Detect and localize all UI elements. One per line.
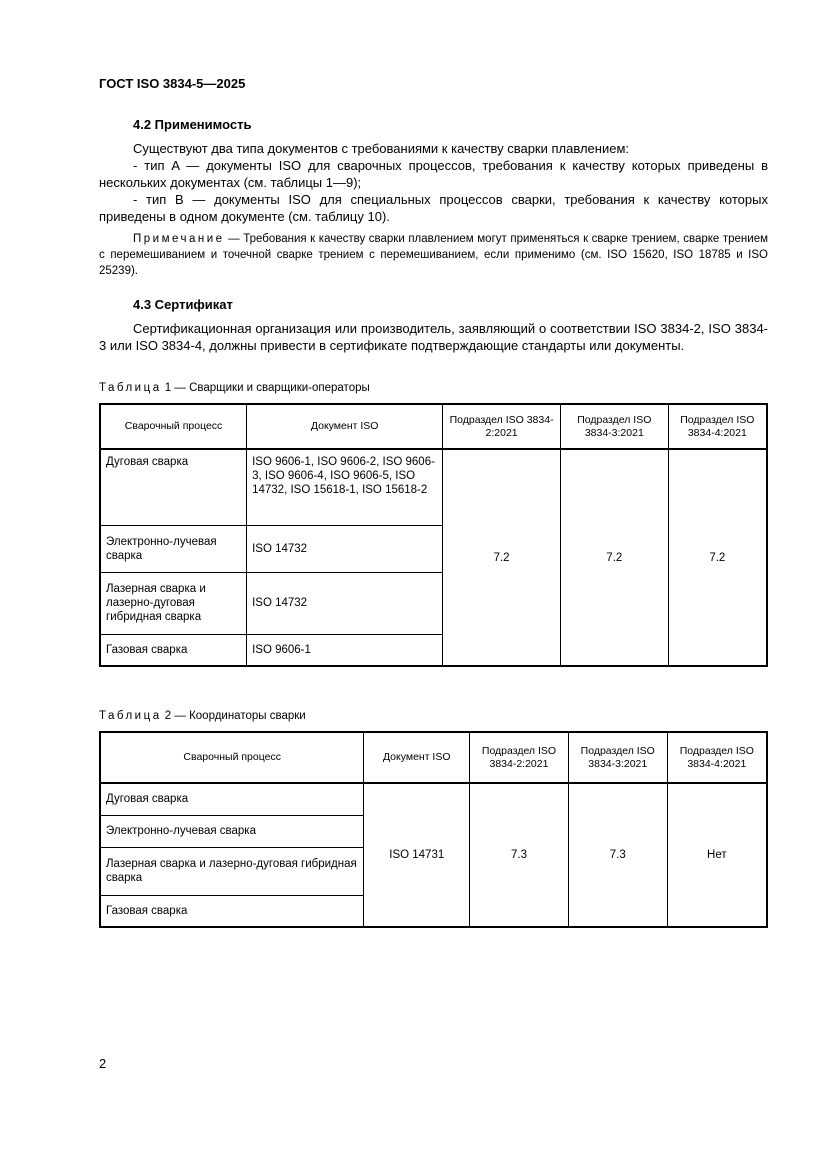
table2-header-process: Сварочный процесс — [100, 732, 364, 783]
table2-header-sub3: Подраздел ISO 3834-3:2021 — [568, 732, 667, 783]
table-1 — [99, 403, 768, 667]
table1-value-sub2: 7.2 — [443, 449, 561, 666]
document-header: ГОСТ ISO 3834-5—2025 — [99, 76, 246, 91]
table1-header-process: Сварочный процесс — [100, 404, 247, 449]
note — [99, 231, 768, 279]
table2-header-sub2: Подраздел ISO 3834-2:2021 — [470, 732, 569, 783]
note-text: — Требования к качеству сварки плавлением могут применяться к сварке трением, сварке трением с перемешиванием и точечной сварке трением с перемешиванием, если применимо (см. ISO 15620, ISO 18785 и ISO 25239). — [99, 233, 768, 277]
table1-caption-text: 1 — Сварщики и сварщики-операторы — [161, 382, 370, 394]
table2-value-sub2: 7.3 — [470, 783, 569, 927]
section-4-2-title: 4.2 Применимость — [133, 117, 252, 132]
table1-caption — [99, 382, 370, 394]
table1-row3-doc: ISO 14732 — [247, 572, 443, 634]
section-4-3-body — [99, 320, 768, 354]
table1-header-sub4: Подраздел ISO 3834-4:2021 — [668, 404, 767, 449]
table1-row4-process: Газовая сварка — [100, 634, 247, 666]
table2-caption-text: 2 — Координаторы сварки — [161, 710, 306, 722]
section-4-2-item-a: - тип A — документы ISO для сварочных процессов, требования к качеству которых приведены в нескольких документах (см. таблицы 1—9); — [99, 158, 768, 190]
section-4-2-item-b: - тип B — документы ISO для специальных процессов сварки, требования к качеству которых приведены в одном документе (см. таблицу 10). — [99, 192, 768, 224]
section-4-2-body — [99, 140, 768, 225]
table2-row1-process: Дуговая сварка — [100, 783, 364, 815]
table1-value-sub4: 7.2 — [668, 449, 767, 666]
table2-value-sub3: 7.3 — [568, 783, 667, 927]
table-2 — [99, 731, 768, 928]
section-4-2-intro: Существуют два типа документов с требованиями к качеству сварки плавлением: — [133, 141, 629, 156]
table1-row1-doc: ISO 9606-1, ISO 9606-2, ISO 9606-3, ISO 9606-4, ISO 9606-5, ISO 14732, ISO 15618-1, ISO 15618-2 — [247, 449, 443, 525]
table1-caption-label: Таблица — [99, 382, 162, 394]
table2-caption-label: Таблица — [99, 710, 162, 722]
table1-row1-process: Дуговая сварка — [100, 449, 247, 525]
note-label: Примечание — [133, 233, 225, 245]
table2-value-sub4: Нет — [667, 783, 767, 927]
table1-header-sub2: Подраздел ISO 3834-2:2021 — [443, 404, 561, 449]
table1-row3-process: Лазерная сварка и лазерно-дуговая гибридная сварка — [100, 572, 247, 634]
table2-header-doc: Документ ISO — [364, 732, 470, 783]
section-4-3-title: 4.3 Сертификат — [133, 297, 233, 312]
section-4-3-text: Сертификационная организация или производитель, заявляющий о соответствии ISO 3834-2, ISO 3834-3 или ISO 3834-4, должны привести в сертификате подтверждающие стандарты или документы. — [99, 321, 768, 353]
table1-value-sub3: 7.2 — [560, 449, 668, 666]
table2-row3-process: Лазерная сварка и лазерно-дуговая гибридная сварка — [100, 847, 364, 895]
table2-caption — [99, 710, 306, 722]
table1-row2-process: Электронно-лучевая сварка — [100, 525, 247, 572]
table1-row2-doc: ISO 14732 — [247, 525, 443, 572]
table2-row2-process: Электронно-лучевая сварка — [100, 815, 364, 847]
table1-row4-doc: ISO 9606-1 — [247, 634, 443, 666]
table2-doc: ISO 14731 — [364, 783, 470, 927]
page-number: 2 — [99, 1056, 107, 1071]
table1-header-sub3: Подраздел ISO 3834-3:2021 — [560, 404, 668, 449]
table2-header-sub4: Подраздел ISO 3834-4:2021 — [667, 732, 767, 783]
table2-row4-process: Газовая сварка — [100, 895, 364, 927]
table1-header-doc: Документ ISO — [247, 404, 443, 449]
